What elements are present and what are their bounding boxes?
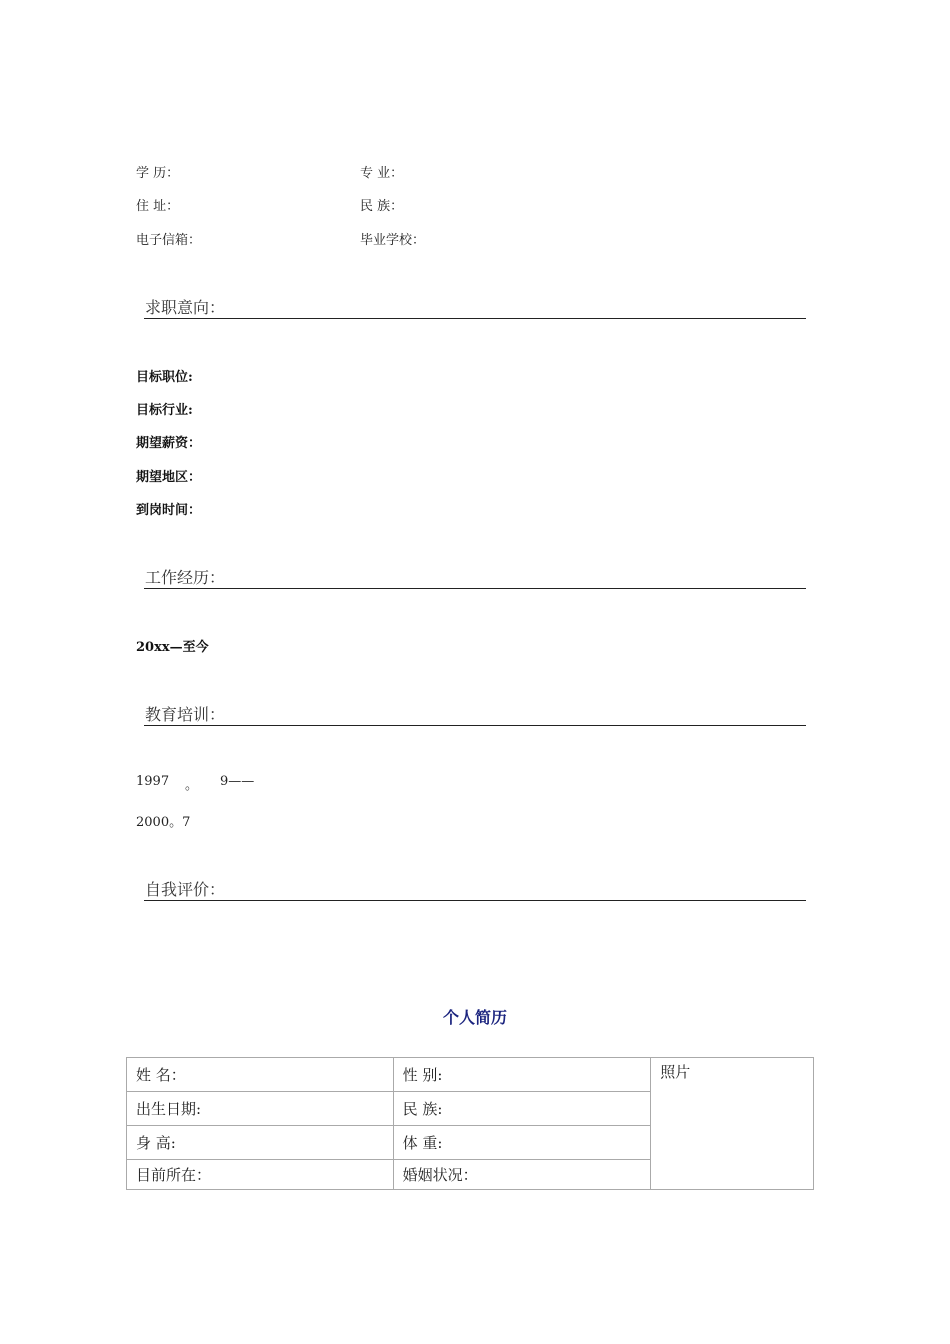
height-cell[interactable]: 身 高: (127, 1126, 394, 1160)
school-label: 毕业学校： (360, 233, 426, 248)
major-label: 专 业： (360, 166, 404, 181)
education-training-heading: 教育培训： (145, 705, 226, 724)
ethnicity-cell[interactable]: 民 族: (393, 1092, 651, 1126)
edu-start-month: 9—— (220, 774, 255, 789)
section-divider (144, 900, 806, 901)
edu-start-separator: 。 (185, 778, 199, 793)
target-position-label: 目标职位: (136, 370, 193, 385)
photo-cell[interactable]: 照片 (651, 1058, 814, 1190)
email-label: 电子信箱： (136, 233, 202, 248)
edu-start-year: 1997 (136, 774, 170, 789)
self-evaluation-heading: 自我评价： (145, 880, 226, 899)
gender-cell[interactable]: 性 别: (393, 1058, 651, 1092)
start-time-label: 到岗时间： (136, 503, 202, 518)
address-label: 住 址： (136, 199, 180, 214)
work-period: 20xx—至今 (136, 640, 209, 655)
location-cell[interactable]: 目前所在： (127, 1160, 394, 1190)
job-intention-heading: 求职意向： (145, 298, 226, 317)
name-cell[interactable]: 姓 名： (127, 1058, 394, 1092)
edu-end-date: 2000。7 (136, 815, 191, 830)
birth-date-cell[interactable]: 出生日期: (127, 1092, 394, 1126)
target-industry-label: 目标行业: (136, 403, 193, 418)
section-divider (144, 725, 806, 726)
marital-status-cell[interactable]: 婚姻状况： (393, 1160, 651, 1190)
education-label: 学 历： (136, 166, 180, 181)
section-divider (144, 318, 806, 319)
ethnicity-label: 民 族： (360, 199, 404, 214)
resume-table (126, 1057, 814, 1190)
expected-salary-label: 期望薪资： (136, 436, 202, 451)
resume-title: 个人简历 (442, 1008, 507, 1027)
section-divider (144, 588, 806, 589)
work-experience-heading: 工作经历： (145, 568, 226, 587)
expected-region-label: 期望地区： (136, 470, 202, 485)
weight-cell[interactable]: 体 重: (393, 1126, 651, 1160)
